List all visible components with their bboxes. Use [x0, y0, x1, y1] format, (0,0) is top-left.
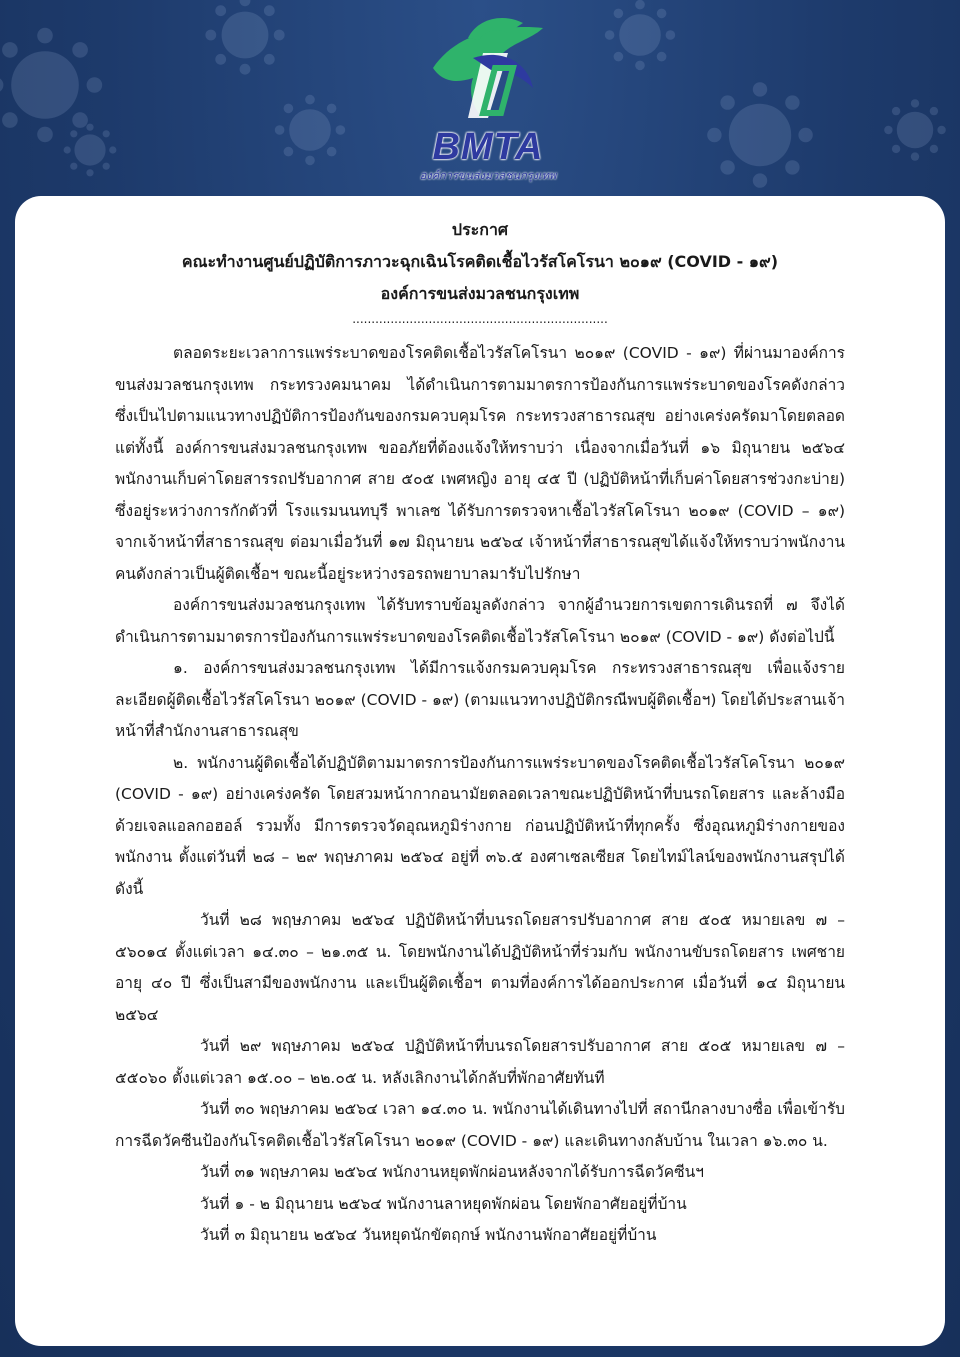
logo-wordmark: BMTA [432, 126, 544, 168]
header [0, 0, 960, 195]
announcement-committee: คณะทำงานศูนย์ปฏิบัติการภาวะฉุกเฉินโรคติดเชื้อไวรัสโคโรนา ๒๐๑๙ (COVID - ๑๙) [181, 252, 779, 271]
paragraph-item-2: ๒. พนักงานผู้ติดเชื้อได้ปฏิบัติตามมาตรการป้องกันการแพร่ระบาดของโรคติดเชื้อไวรัสโคโรนา ๒๐๑๙ (COVID - ๑๙) อย่างเคร่งครัด โดยสวมหน้ากากอนามัยตลอดเวลาขณะปฏิบัติหน้าที่บนรถโดยสาร และล้างมือด้วยเจลแอลกอฮอล์ รวมทั้ง มีการตรวจวัดอุณหภูมิร่างกาย ก่อนปฏิบัติหน้าที่ทุกครั้ง ซึ่งอุณหภูมิร่างกายของพนักงาน ตั้งแต่วันที่ ๒๘ – ๒๙ พฤษภาคม ๒๕๖๔ อยู่ที่ ๓๖.๕ องศาเซลเซียส โดยไทม์ไลน์ของพนักงานสรุปได้ ดังนี้ [115, 753, 845, 898]
logo-subtitle: องค์การขนส่งมวลชนกรุงเทพ [419, 169, 557, 182]
timeline-entry: วันที่ ๑ - ๒ มิถุนายน ๒๕๖๔ พนักงานลาหยุดพักผ่อน โดยพักอาศัยอยู่ที่บ้าน [200, 1194, 687, 1213]
announcement-content [115, 214, 845, 1252]
bmta-logo-icon [413, 8, 563, 138]
timeline-entry: วันที่ ๓๐ พฤษภาคม ๒๕๖๔ เวลา ๑๔.๓๐ น. พนักงานได้เดินทางไปที่ สถานีกลางบางซื่อ เพื่อเข้ารับการฉีดวัคซีนป้องกันโรคติดเชื้อไวรัสโคโรนา ๒๐๑๙ (COVID - ๑๙) และเดินทางกลับบ้าน ในเวลา ๑๖.๓๐ น. [115, 1100, 845, 1150]
separator: ................................................................... [352, 312, 608, 326]
announcement-organization: องค์การขนส่งมวลชนกรุงเทพ [380, 284, 580, 303]
announcement-heading: ประกาศ [451, 220, 509, 239]
paragraph-measures: องค์การขนส่งมวลชนกรุงเทพ ได้รับทราบข้อมูลดังกล่าว จากผู้อำนวยการเขตการเดินรถที่ ๗ จึงได้ดำเนินการตามมาตรการป้องกันการแพร่ระบาดของโรคติดเชื้อไวรัสโคโรนา ๒๐๑๙ (COVID - ๑๙) ดังต่อไปนี้ [115, 596, 845, 646]
timeline-entry: วันที่ ๒๘ พฤษภาคม ๒๕๖๔ ปฏิบัติหน้าที่บนรถโดยสารปรับอากาศ สาย ๕๐๕ หมายเลข ๗ – ๕๖๐๑๔ ตั้งแต่เวลา ๑๔.๓๐ – ๒๑.๓๕ น. โดยพนักงานได้ปฏิบัติหน้าที่ร่วมกับ พนักงานขับรถโดยสาร เพศชาย อายุ ๔๐ ปี ซึ่งเป็นสามีของพนักงาน และเป็นผู้ติดเชื้อฯ ตามที่องค์การได้ออกประกาศ เมื่อวันที่ ๑๔ มิถุนายน ๒๕๖๔ [115, 911, 845, 1024]
bmta-logo [413, 8, 563, 188]
timeline-entry: วันที่ ๒๙ พฤษภาคม ๒๕๖๔ ปฏิบัติหน้าที่บนรถโดยสารปรับอากาศ สาย ๕๐๕ หมายเลข ๗ – ๕๕๐๖๐ ตั้งแต่เวลา ๑๕.๐๐ – ๒๒.๐๕ น. หลังเลิกงานได้กลับที่พักอาศัยทันที [115, 1037, 845, 1087]
paragraph-item-1: ๑. องค์การขนส่งมวลชนกรุงเทพ ได้มีการแจ้งกรมควบคุมโรค กระทรวงสาธารณสุข เพื่อแจ้งรายละเอียดผู้ติดเชื้อไวรัสโคโรนา ๒๐๑๙ (COVID - ๑๙) (ตามแนวทางปฏิบัติกรณีพบผู้ติดเชื้อฯ) โดยได้ประสานเจ้าหน้าที่สำนักงานสาธารณสุข [115, 659, 845, 740]
announcement-card [15, 196, 945, 1346]
paragraph-intro: ตลอดระยะเวลาการแพร่ระบาดของโรคติดเชื้อไวรัสโคโรนา ๒๐๑๙ (COVID - ๑๙) ที่ผ่านมาองค์การขนส่งมวลชนกรุงเทพ กระทรวงคมนาคม ได้ดำเนินการตามมาตรการป้องกันการแพร่ระบาดของโรคดังกล่าว ซึ่งเป็นไปตามแนวทางปฏิบัติการป้องกันของกรมควบคุมโรค กระทรวงสาธารณสุข อย่างเคร่งครัดมาโดยตลอด แต่ทั้งนี้ องค์การขนส่งมวลชนกรุงเทพ ขออภัยที่ต้องแจ้งให้ทราบว่า เนื่องจากเมื่อวันที่ ๑๖ มิถุนายน ๒๕๖๔ พนักงานเก็บค่าโดยสารรถปรับอากาศ สาย ๕๐๕ เพศหญิง อายุ ๔๕ ปี (ปฏิบัติหน้าที่เก็บค่าโดยสารช่วงกะบ่าย) ซึ่งอยู่ระหว่างการกักตัวที่ โรงแรมนนทบุรี พาเลซ ได้รับการตรวจหาเชื้อไวรัสโคโรนา ๒๐๑๙ (COVID – ๑๙) จากเจ้าหน้าที่สาธารณสุข ต่อมาเมื่อวันที่ ๑๗ มิถุนายน ๒๕๖๔ เจ้าหน้าที่สาธารณสุขได้แจ้งให้ทราบว่าพนักงานคนดังกล่าวเป็นผู้ติดเชื้อฯ ขณะนี้อยู่ระหว่างรอรถพยาบาลมารับไปรักษา [115, 344, 845, 583]
timeline-entry: วันที่ ๓ มิถุนายน ๒๕๖๔ วันหยุดนักขัตฤกษ์ พนักงานพักอาศัยอยู่ที่บ้าน [200, 1226, 657, 1244]
timeline-entry: วันที่ ๓๑ พฤษภาคม ๒๕๖๔ พนักงานหยุดพักผ่อนหลังจากได้รับการฉีดวัคซีนฯ [200, 1163, 704, 1181]
